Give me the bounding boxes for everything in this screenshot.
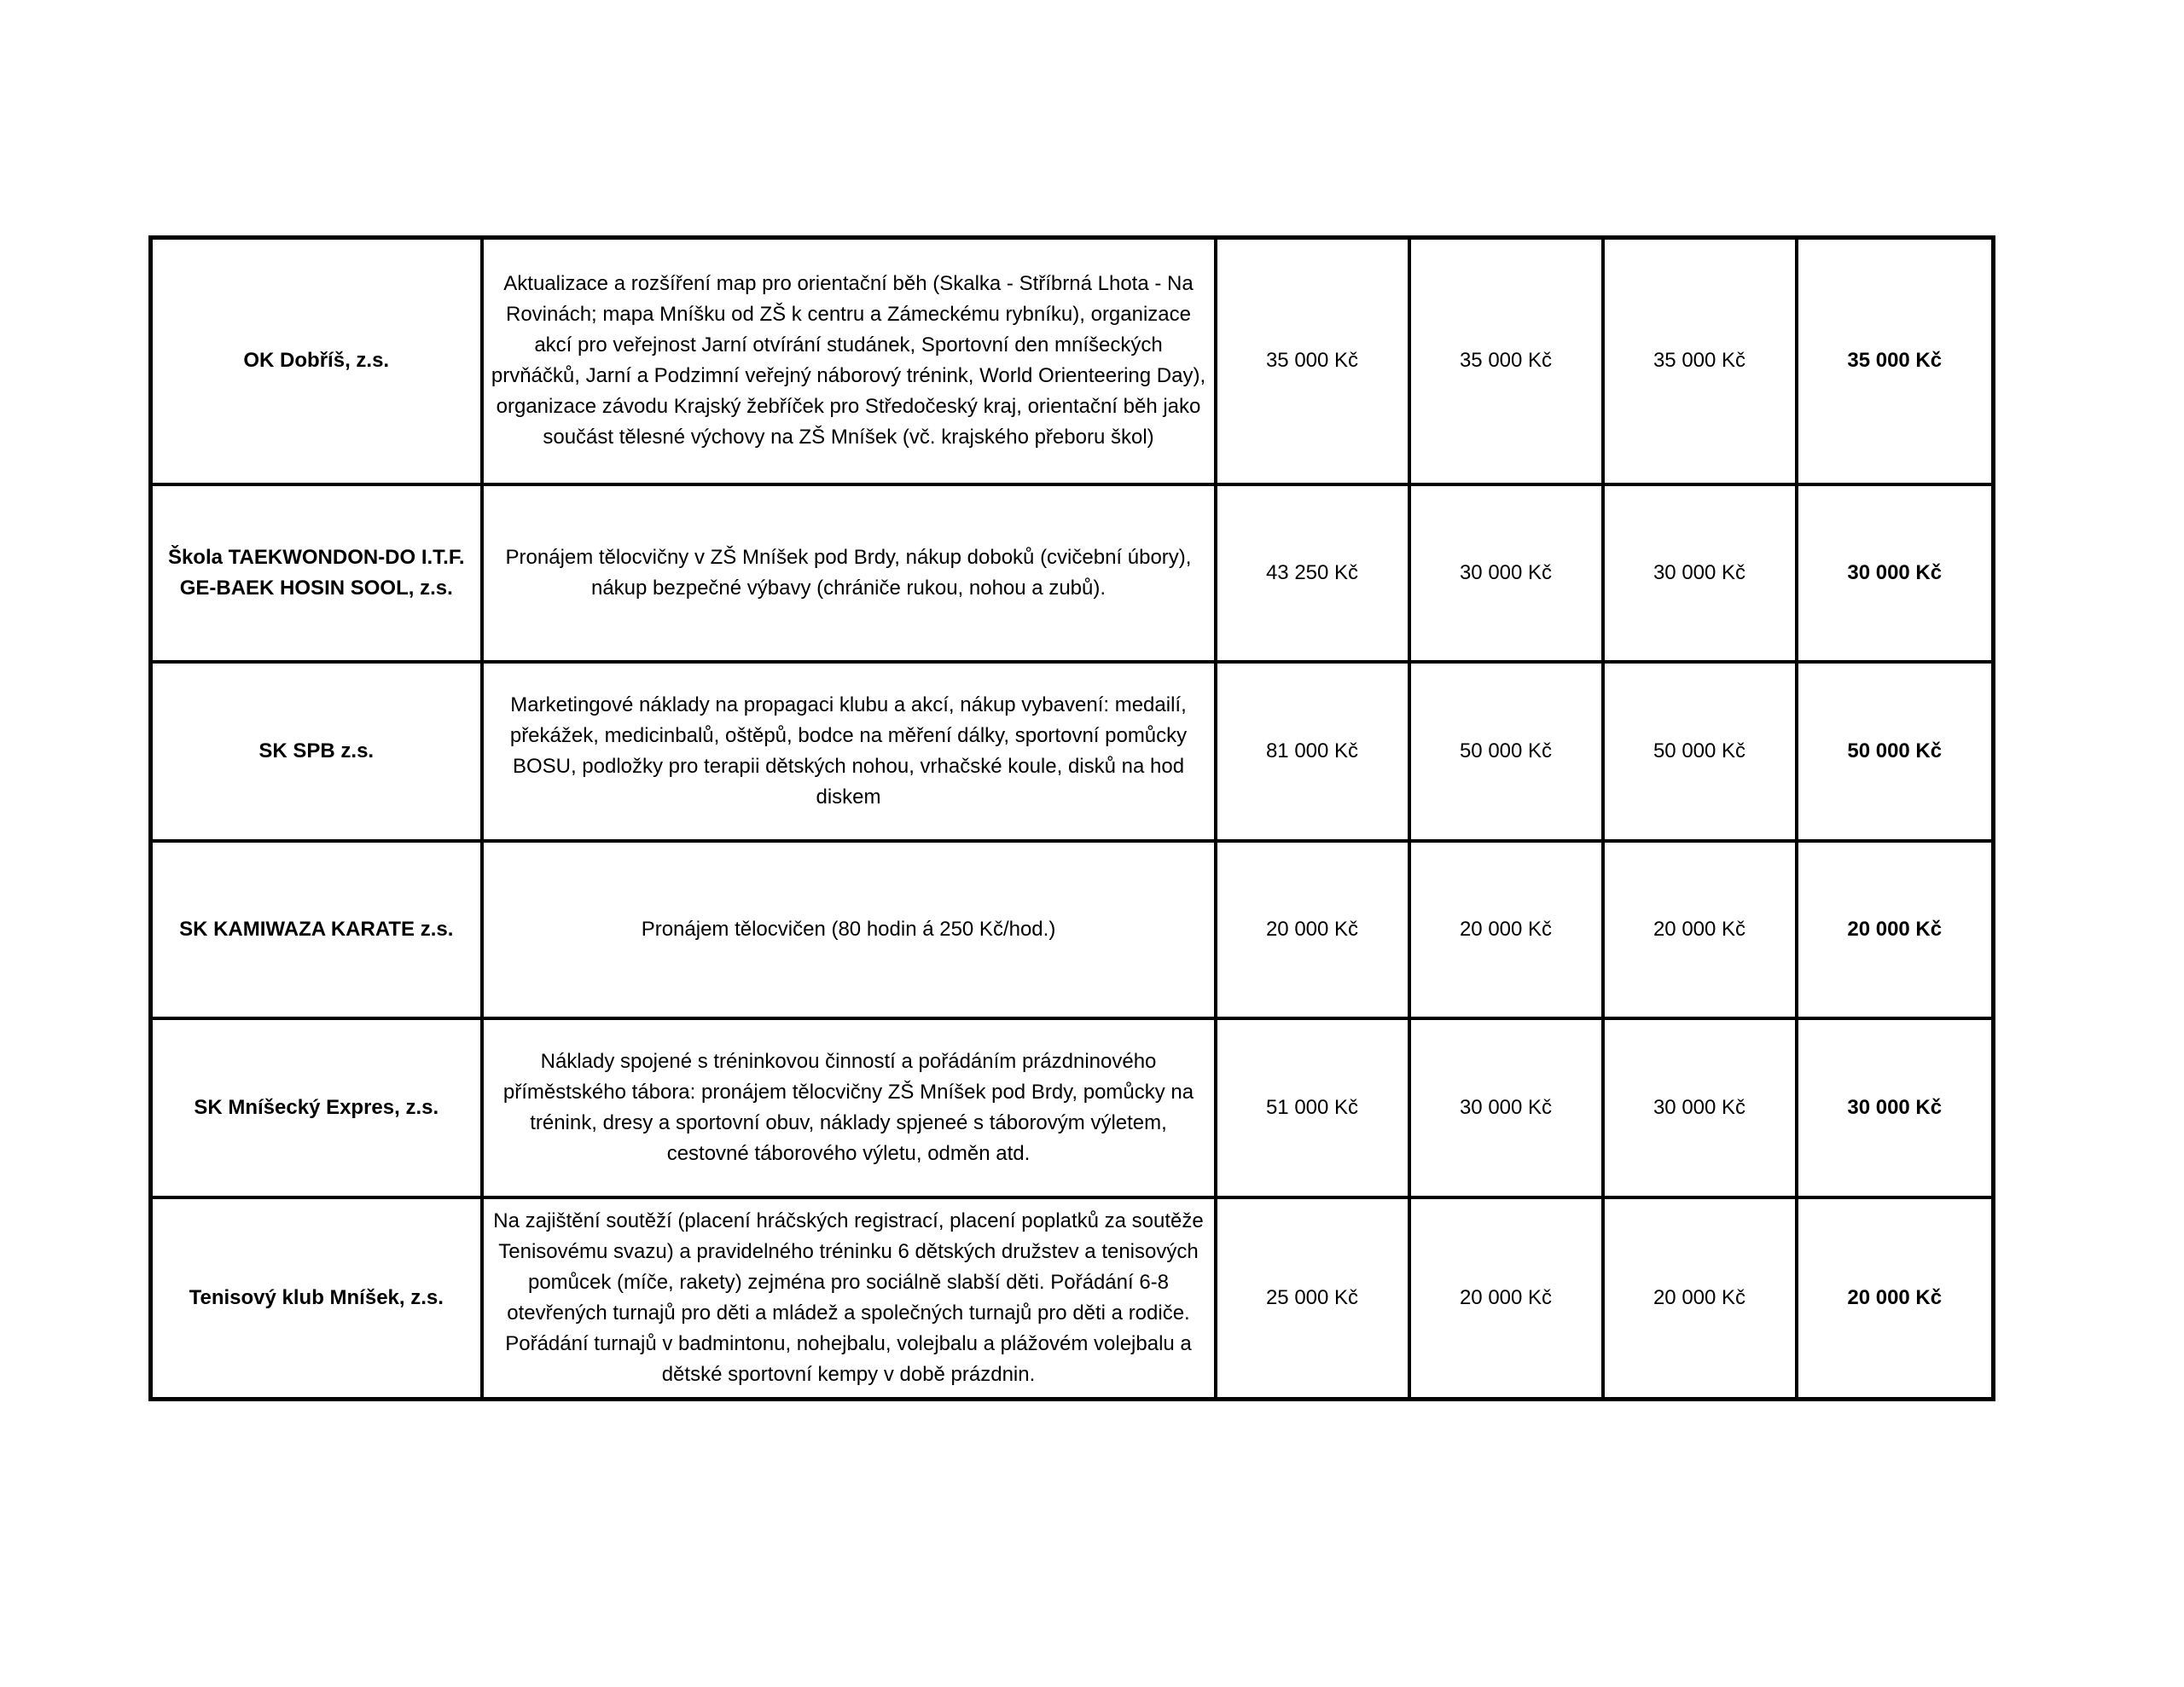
proposed-amount-cell: 20 000 Kč bbox=[1603, 1197, 1797, 1400]
organization-cell: SK SPB z.s. bbox=[151, 662, 482, 841]
proposed-amount-cell: 20 000 Kč bbox=[1409, 841, 1603, 1018]
proposed-amount-cell: 30 000 Kč bbox=[1603, 484, 1797, 662]
proposed-amount-cell: 50 000 Kč bbox=[1603, 662, 1797, 841]
purpose-cell: Pronájem tělocvičny v ZŠ Mníšek pod Brdy, nákup doboků (cvičební úbory), nákup bezpečné výbavy (chrániče rukou, nohou a zubů). bbox=[482, 484, 1216, 662]
proposed-amount-cell: 30 000 Kč bbox=[1603, 1018, 1797, 1197]
purpose-cell: Marketingové náklady na propagaci klubu a akcí, nákup vybavení: medailí, překážek, medicinbalů, oštěpů, bodce na měření dálky, sportovní pomůcky BOSU, podložky pro terapii dětských nohou, vrhačské koule, disků na hod diskem bbox=[482, 662, 1216, 841]
requested-amount-cell: 35 000 Kč bbox=[1216, 238, 1409, 484]
table-row bbox=[151, 238, 1994, 484]
approved-amount-cell: 30 000 Kč bbox=[1797, 1018, 1994, 1197]
proposed-amount-cell: 20 000 Kč bbox=[1603, 841, 1797, 1018]
purpose-cell: Pronájem tělocvičen (80 hodin á 250 Kč/hod.) bbox=[482, 841, 1216, 1018]
organization-cell: OK Dobříš, z.s. bbox=[151, 238, 482, 484]
approved-amount-cell: 20 000 Kč bbox=[1797, 841, 1994, 1018]
requested-amount-cell: 20 000 Kč bbox=[1216, 841, 1409, 1018]
organization-cell: Škola TAEKWONDON-DO I.T.F. GE-BAEK HOSIN SOOL, z.s. bbox=[151, 484, 482, 662]
proposed-amount-cell: 30 000 Kč bbox=[1409, 484, 1603, 662]
approved-amount-cell: 35 000 Kč bbox=[1797, 238, 1994, 484]
organization-cell: Tenisový klub Mníšek, z.s. bbox=[151, 1197, 482, 1400]
proposed-amount-cell: 35 000 Kč bbox=[1603, 238, 1797, 484]
table-row bbox=[151, 1197, 1994, 1400]
requested-amount-cell: 43 250 Kč bbox=[1216, 484, 1409, 662]
approved-amount-cell: 30 000 Kč bbox=[1797, 484, 1994, 662]
organization-cell: SK Mníšecký Expres, z.s. bbox=[151, 1018, 482, 1197]
proposed-amount-cell: 35 000 Kč bbox=[1409, 238, 1603, 484]
requested-amount-cell: 81 000 Kč bbox=[1216, 662, 1409, 841]
requested-amount-cell: 25 000 Kč bbox=[1216, 1197, 1409, 1400]
approved-amount-cell: 20 000 Kč bbox=[1797, 1197, 1994, 1400]
proposed-amount-cell: 20 000 Kč bbox=[1409, 1197, 1603, 1400]
table-row bbox=[151, 484, 1994, 662]
table-row bbox=[151, 1018, 1994, 1197]
table-row bbox=[151, 662, 1994, 841]
approved-amount-cell: 50 000 Kč bbox=[1797, 662, 1994, 841]
purpose-cell: Na zajištění soutěží (placení hráčských registrací, placení poplatků za soutěže Tenisovému svazu) a pravidelného tréninku 6 dětských družstev a tenisových pomůcek (míče, rakety) zejména pro sociálně slabší děti. Pořádání 6-8 otevřených turnajů pro děti a mládež a společných turnajů pro děti a rodiče. Pořádání turnajů v badmintonu, nohejbalu, volejbalu a plážovém volejbalu a dětské sportovní kempy v době prázdnin. bbox=[482, 1197, 1216, 1400]
purpose-cell: Náklady spojené s tréninkovou činností a pořádáním prázdninového příměstského tábora: pronájem tělocvičny ZŠ Mníšek pod Brdy, pomůcky na trénink, dresy a sportovní obuv, náklady spjeneé s táborovým výletem, cestovné táborového výletu, odměn atd. bbox=[482, 1018, 1216, 1197]
grant-table bbox=[148, 235, 1995, 1401]
requested-amount-cell: 51 000 Kč bbox=[1216, 1018, 1409, 1197]
table-row bbox=[151, 841, 1994, 1018]
purpose-cell: Aktualizace a rozšíření map pro orientační běh (Skalka - Stříbrná Lhota - Na Rovinách; mapa Mníšku od ZŠ k centru a Zámeckému rybníku), organizace akcí pro veřejnost Jarní otvírání studánek, Sportovní den mníšeckých prvňáčků, Jarní a Podzimní veřejný náborový trénink, World Orienteering Day), organizace závodu Krajský žebříček pro Středočeský kraj, orientační běh jako součást tělesné výchovy na ZŠ Mníšek (vč. krajského přeboru škol) bbox=[482, 238, 1216, 484]
proposed-amount-cell: 30 000 Kč bbox=[1409, 1018, 1603, 1197]
proposed-amount-cell: 50 000 Kč bbox=[1409, 662, 1603, 841]
organization-cell: SK KAMIWAZA KARATE z.s. bbox=[151, 841, 482, 1018]
